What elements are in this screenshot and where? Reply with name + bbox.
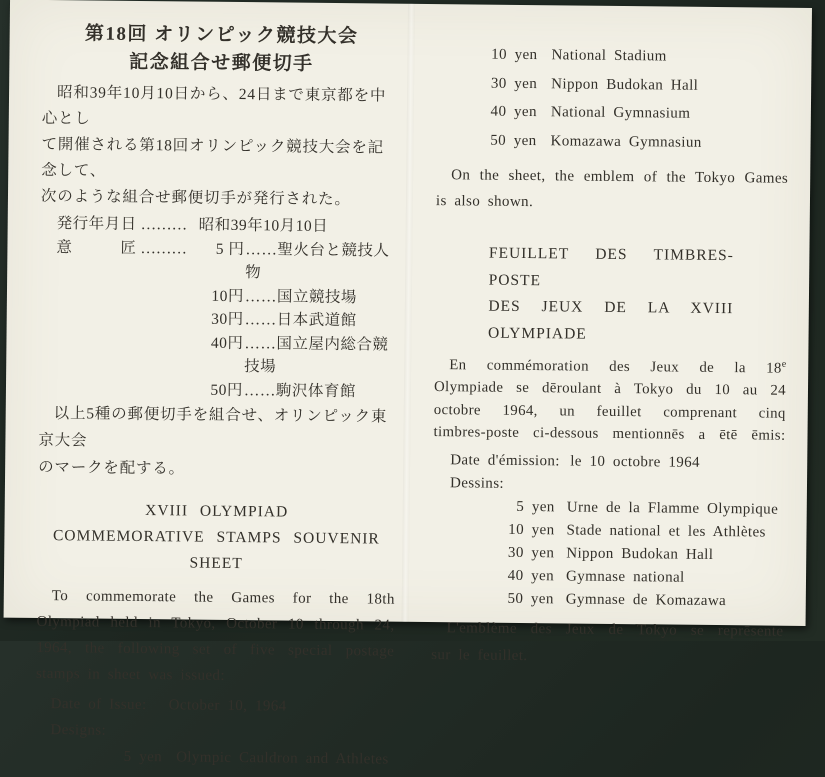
jp-intro-paragraph [41,80,400,214]
page-right [431,24,790,673]
stamp-row [437,40,789,72]
dot-leader: …… [245,240,278,258]
stamp-row [437,97,789,129]
jp-closing-line: 以上5種の郵便切手を組合せ、オリンピック東京大会 [38,405,388,450]
stamp-row [432,587,784,614]
design-row [56,283,398,310]
en-heading-souvenir-sheet: COMMEMORATIVE STAMPS SOUVENIR SHEET [52,527,380,573]
stamp-amount: 10 yen [491,46,538,64]
jp-closing-paragraph [38,400,397,485]
stamp-name: Komazawa Gymnasiun [550,132,702,151]
stamp-row [35,743,393,773]
en-paragraph-line: stamps in sheet was issued: [35,665,226,684]
page-left [35,18,401,773]
stamp-name-cell [244,238,398,287]
stamp-amount: 5 yen [123,748,163,766]
stamp-amount: 50 yen [507,590,554,608]
design-label: 意 匠 [56,238,137,257]
stamp-name: 聖火台と競技人物 [245,240,390,282]
emblem-note [436,162,789,218]
dot-leader: …… [243,381,277,399]
fr-emblem-note-line: sur le feuillet. [431,646,528,664]
stamp-amount: 10円 [211,287,245,305]
design-row [55,330,397,381]
jp-intro-line: 昭和39年10月10日から、24日まで東京都を中心とし [41,84,387,128]
stamp-amount: 50円 [210,381,244,399]
stamp-name: Gymnase national [565,568,685,586]
en-paragraph-line: Olympiad held in Tokyo, October 10 through 24, [36,613,395,634]
stamp-name: Urne de la Flamme Olympique [566,499,779,518]
stamp-amount: 40円 [210,334,244,352]
fr-section-headings [434,240,787,350]
fr-paragraph-line: Olympiade se dēroulant à Tokyo du 10 au 24 [433,379,787,400]
stamp-name-cell [244,285,357,310]
stamp-amount: 10 yen [508,521,555,539]
dot-leader: …… [244,334,277,352]
date-of-issue-row [36,691,394,721]
stamp-row [436,126,788,158]
fr-paragraph-line: octobre 1964, un feuillet comprenant cinq [433,401,786,422]
en-paragraph-line: 1964, the following set of five special postage [36,639,395,660]
stamp-name: Gymnase de Komazawa [565,591,727,610]
fr-designs-heading: Dessins: [449,475,505,492]
fr-paragraph [433,350,786,448]
jp-title-line-1: 第18回 オリンピック競技大会 [84,23,359,48]
issue-date-label: 発行年月日 [56,215,137,233]
leaflet-paper [4,0,812,768]
jp-title-line-2: 記念組合せ郵便切手 [129,51,314,75]
en-section-headings [37,497,396,579]
jp-title-block [42,20,401,80]
stamp-amount: 50 yen [490,132,537,149]
date-of-issue-label: Date of Issue: [50,696,147,714]
stamp-amount: 30 yen [507,544,555,562]
stamp-amount: 5 yen [516,498,555,516]
dot-leader: ……… [140,215,188,234]
stamp-row [437,69,789,101]
stamp-name: National Stadium [551,47,667,65]
emblem-note-line: is also shown. [435,193,534,211]
stamp-amount: 40 yen [490,103,537,121]
stamp-name: Stade national et les Athlètes [566,522,766,541]
en-paragraph [36,583,395,691]
fr-date-value: le 10 octobre 1964 [570,453,701,471]
stamp-name: 国立屋内総合競技場 [244,334,389,376]
fr-emblem-note [431,615,784,673]
stamp-name: Nippon Budokan Hall [566,545,714,563]
fr-heading-feuillet: FEUILLET DES TIMBRES-POSTE [488,244,734,289]
fr-heading-olympiade: DES JEUX DE LA XVIII OLYMPIADE [487,297,734,343]
dot-leader: ……… [140,239,188,257]
en-heading-olympiad: XVIII OLYMPIAD [145,502,289,521]
design-row [56,236,398,287]
stamp-name: 国立競技場 [276,287,358,306]
stamp-amount: 30円 [211,310,244,329]
design-row [56,306,398,333]
stamp-name: 駒沢体育館 [275,381,357,400]
stamp-name: National Gymnasium [550,104,691,122]
fr-paragraph-line: timbres-poste ci-dessous mentionnēs a ētē ēmis: [433,424,786,445]
dot-leader: …… [244,287,278,305]
fr-date-label: Date d'émission: [450,452,560,470]
stamp-name: Olympic Cauldron and Athletes [176,749,389,768]
stamp-name: Nippon Budokan Hall [551,75,699,94]
jp-intro-line: 次のような組合せ郵便切手が発行された。 [40,187,351,209]
stamp-amount: 30 yen [490,75,538,92]
jp-intro-line: て開催される第18回オリンピック競技大会を記念して、 [41,135,385,180]
stamp-amount: 5 円 [215,240,245,258]
superscript-e: e [781,358,787,370]
fr-stamp-list [432,495,785,614]
fr-emblem-note-line: L'emblème des Jeux de Tokyo se reprēsente [446,620,784,640]
emblem-note-line: On the sheet, the emblem of the Tokyo Games [451,167,789,187]
date-of-issue-value: October 10, 1964 [168,697,287,715]
jp-spec-table [39,212,399,404]
designs-heading: Designs: [50,722,107,739]
jp-closing-line: のマークを配する。 [38,458,185,478]
stamp-name-cell [243,332,397,381]
stamp-name-cell [244,308,357,333]
stamp-amount: 40 yen [507,567,555,585]
en-paragraph-line: To commemorate the Games for the 18th [51,588,395,608]
fr-paragraph-line: En commémoration des Jeux de la 18e [449,357,787,377]
dot-leader: …… [244,311,277,329]
issue-date-row [57,212,399,239]
issue-date-value: 昭和39年10月10日 [198,216,329,235]
design-row [55,377,397,404]
stamp-name: 日本武道館 [276,311,357,330]
en-stamp-list [436,40,789,158]
stamp-name-cell [243,379,356,404]
